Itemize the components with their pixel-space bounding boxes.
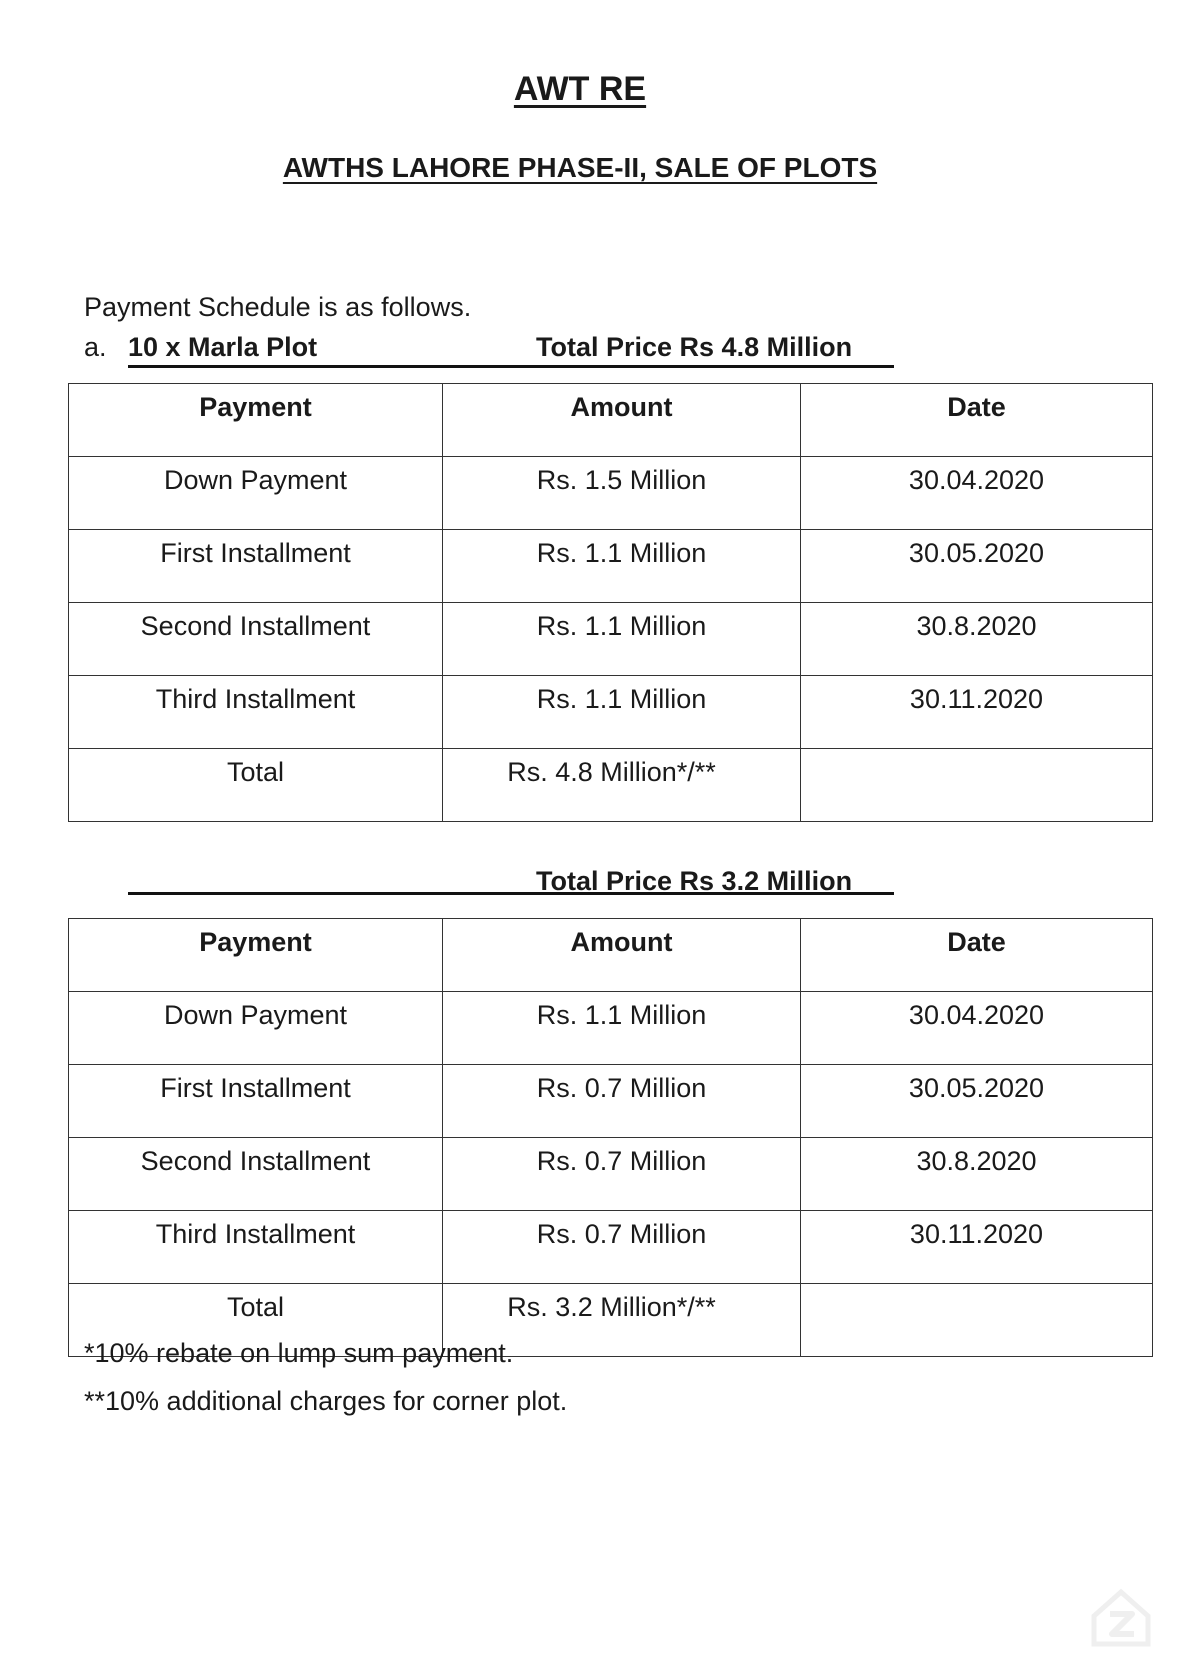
section-b-heading <box>84 866 894 906</box>
section-a-letter: a. <box>84 332 107 362</box>
amount-cell: Rs. 1.5 Million <box>443 457 801 530</box>
amount-cell: Rs. 1.1 Million <box>443 992 801 1065</box>
date-cell: 30.04.2020 <box>801 457 1153 530</box>
table-row <box>69 1065 1153 1138</box>
table-row <box>69 603 1153 676</box>
amount-cell: Rs. 0.7 Million <box>443 1065 801 1138</box>
table-row <box>69 1138 1153 1211</box>
payment-cell: Down Payment <box>69 457 443 530</box>
footnote-corner-plot: **10% additional charges for corner plot. <box>84 1386 568 1416</box>
payment-table-a <box>68 383 1153 822</box>
header-date: Date <box>801 384 1153 457</box>
header-amount: Amount <box>443 384 801 457</box>
payment-cell: Third Installment <box>69 1211 443 1284</box>
amount-cell: Rs. 0.7 Million <box>443 1211 801 1284</box>
section-b-total-price: Total Price Rs 3.2 Million <box>536 866 853 896</box>
amount-cell: Rs. 3.2 Million*/** <box>443 1284 801 1357</box>
payment-cell: First Installment <box>69 530 443 603</box>
payment-cell: Third Installment <box>69 676 443 749</box>
date-cell: 30.11.2020 <box>801 676 1153 749</box>
payment-cell: Second Installment <box>69 603 443 676</box>
payment-cell: Down Payment <box>69 992 443 1065</box>
amount-cell: Rs. 0.7 Million <box>443 1138 801 1211</box>
payment-cell: Total <box>69 749 443 822</box>
date-cell: 30.11.2020 <box>801 1211 1153 1284</box>
table-header-row <box>69 919 1153 992</box>
header-date: Date <box>801 919 1153 992</box>
date-cell: 30.05.2020 <box>801 530 1153 603</box>
table-row <box>69 530 1153 603</box>
payment-cell: First Installment <box>69 1065 443 1138</box>
section-a-heading <box>84 332 894 372</box>
amount-cell: Rs. 1.1 Million <box>443 676 801 749</box>
date-cell: 30.04.2020 <box>801 992 1153 1065</box>
payment-table-b <box>68 918 1153 1357</box>
section-a-underline <box>128 365 894 368</box>
header-payment: Payment <box>69 384 443 457</box>
zameen-logo-icon <box>1086 1582 1156 1652</box>
document-title: AWT RE <box>513 70 647 108</box>
payment-cell: Total <box>69 1284 443 1357</box>
document-subtitle: AWTHS LAHORE PHASE-II, SALE OF PLOTS <box>282 152 878 183</box>
table-header-row <box>69 384 1153 457</box>
table-row <box>69 1211 1153 1284</box>
date-cell: 30.8.2020 <box>801 1138 1153 1211</box>
section-a-total-price: Total Price Rs 4.8 Million <box>536 332 853 362</box>
table-total-row <box>69 749 1153 822</box>
section-b-underline <box>128 892 894 895</box>
section-a-plot-size: 10 x Marla Plot <box>128 332 318 362</box>
amount-cell: Rs. 1.1 Million <box>443 530 801 603</box>
date-cell <box>801 749 1153 822</box>
intro-text: Payment Schedule is as follows. <box>84 292 472 322</box>
header-payment: Payment <box>69 919 443 992</box>
amount-cell: Rs. 1.1 Million <box>443 603 801 676</box>
payment-cell: Second Installment <box>69 1138 443 1211</box>
date-cell: 30.05.2020 <box>801 1065 1153 1138</box>
date-cell <box>801 1284 1153 1357</box>
table-row <box>69 992 1153 1065</box>
date-cell: 30.8.2020 <box>801 603 1153 676</box>
footnote-rebate: *10% rebate on lump sum payment. <box>84 1338 514 1368</box>
table-row <box>69 457 1153 530</box>
header-amount: Amount <box>443 919 801 992</box>
table-row <box>69 676 1153 749</box>
amount-cell: Rs. 4.8 Million*/** <box>443 749 801 822</box>
